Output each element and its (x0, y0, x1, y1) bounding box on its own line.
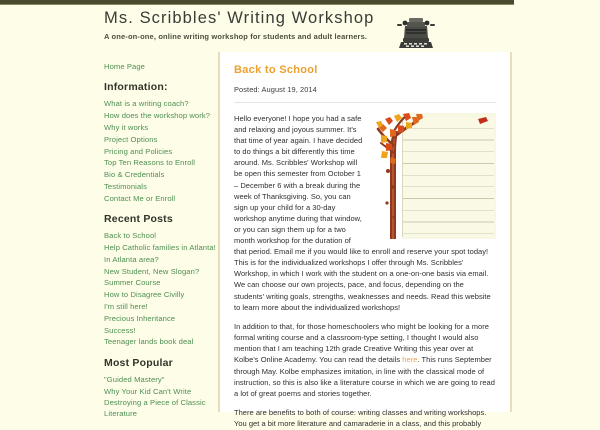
typewriter-icon (392, 12, 440, 52)
sidebar-item-testimonials[interactable]: Testimonials (104, 181, 147, 191)
post-content-panel (218, 52, 512, 429)
sidebar-item-precious-inheritance[interactable]: Precious Inheritance (104, 313, 176, 323)
sidebar-section-most-popular (104, 357, 214, 419)
sidebar-item-teenager-lands-book-deal[interactable]: Teenager lands book deal (104, 337, 194, 347)
right-margin-area (514, 0, 600, 400)
post-paragraph-3-text: There are benefits to both of course: writing classes and writing workshops. You get a bit more literature and camaraderie in a class, and this probably (234, 408, 487, 429)
site-tagline: A one-on-one, online writing workshop for students and adult learners. (104, 32, 368, 41)
sidebar (104, 62, 214, 421)
top-border-bar (0, 0, 600, 5)
site-title: Ms. Scribbles' Writing Workshop (104, 9, 375, 27)
sidebar-item-guided-mastery[interactable]: "Guided Mastery" (104, 374, 165, 384)
post-title[interactable]: Back to School (234, 64, 318, 76)
sidebar-section-recent-posts (104, 213, 214, 348)
sidebar-item-destroying-a-piece-of-classic-literature[interactable]: Destroying a Piece of Classic Literature (104, 398, 206, 418)
sidebar-item-back-to-school[interactable]: Back to School (104, 231, 157, 241)
sidebar-item-why-it-works[interactable]: Why it works (104, 123, 149, 132)
sidebar-item-new-student-new-slogan[interactable]: New Student, New Slogan? (104, 266, 200, 276)
autumn-tree-notepad-image (372, 113, 496, 239)
sidebar-item-project-options[interactable]: Project Options (104, 134, 158, 144)
sidebar-item-how-does-the-workshop-work[interactable]: How does the workshop work? (104, 111, 211, 121)
post-paragraph-2 (234, 321, 496, 399)
post-date: Posted: August 19, 2014 (234, 85, 317, 94)
post-divider (234, 102, 496, 103)
sidebar-item-summer-course[interactable]: Summer Course (104, 278, 161, 288)
sidebar-item-why-your-kid-cant-write[interactable]: Why Your Kid Can't Write (104, 386, 192, 396)
sidebar-item-success[interactable]: Success! (104, 325, 136, 335)
sidebar-section-information (104, 81, 214, 204)
sidebar-item-in-atlanta-area[interactable]: In Atlanta area? (104, 254, 159, 264)
sidebar-item-how-to-disagree-civilly[interactable]: How to Disagree Civilly (104, 290, 185, 300)
sidebar-heading-recent-posts: Recent Posts (104, 213, 173, 226)
sidebar-heading-information: Information: (104, 81, 168, 94)
sidebar-item-top-ten-reasons-to-enroll[interactable]: Top Ten Reasons to Enroll (104, 158, 196, 168)
post-paragraph-1-text: Hello everyone! I hope you had a safe and relaxing and joyous summer. It's that time of year again. I have decided to do things a bit differently this time around. Ms. Scribbles' Workshop will be open this semester from October 1 – December 6 with a break during the week of Thanksgiving. So, you can sign up your child for a 30-day workshop anytime during that window, or you can sign them up for a two month workshop for the duration of that period. Email me if you would like to enroll and reserve your spot today! This is for the individualized workshops I offer through Ms. Scribbles' Workshop, in which I work with the student on a one-on-one basis via email. We can choose our own projects, pace, and focus, depending on the students' writing goals, strengths, weaknesses and needs. Read this website to learn more about the individualized workshops! (234, 114, 491, 312)
sidebar-item-bio-and-credentials[interactable]: Bio & Credentials (104, 170, 165, 180)
sidebar-item-pricing-and-policies[interactable]: Pricing and Policies (104, 146, 173, 156)
sidebar-item-home-page[interactable]: Home Page (104, 62, 146, 71)
post-body (234, 113, 496, 430)
sidebar-item-what-is-a-writing-coach[interactable]: What is a writing coach? (104, 99, 189, 109)
sidebar-item-help-catholic-families-in-atlanta[interactable]: Help Catholic families in Atlanta! (104, 242, 216, 252)
sidebar-item-im-still-here[interactable]: I'm still here! (104, 301, 148, 311)
sidebar-heading-most-popular: Most Popular (104, 356, 173, 369)
post-paragraph-2-text-after: . This runs September through May. Kolbe emphasizes imitation, in line with the classical mode of instruction, so this is also like a literature course in which we are going to read a lot of great poems and stories together. (234, 355, 495, 398)
sidebar-item-contact-me-or-enroll[interactable]: Contact Me or Enroll (104, 193, 176, 203)
top-border-highlight (0, 4, 600, 5)
post-inline-link-here[interactable]: here (402, 355, 418, 365)
post-paragraph-3 (234, 407, 496, 429)
post-paragraph-2-text-before: In addition to that, for those homeschoolers who might be looking for a more formal writing course and a classroom-type setting, I thought I would also mention that I am teaching 12th grade Creative Writing this year over at Kolbe's Online Academy. You can read the details (234, 322, 489, 365)
